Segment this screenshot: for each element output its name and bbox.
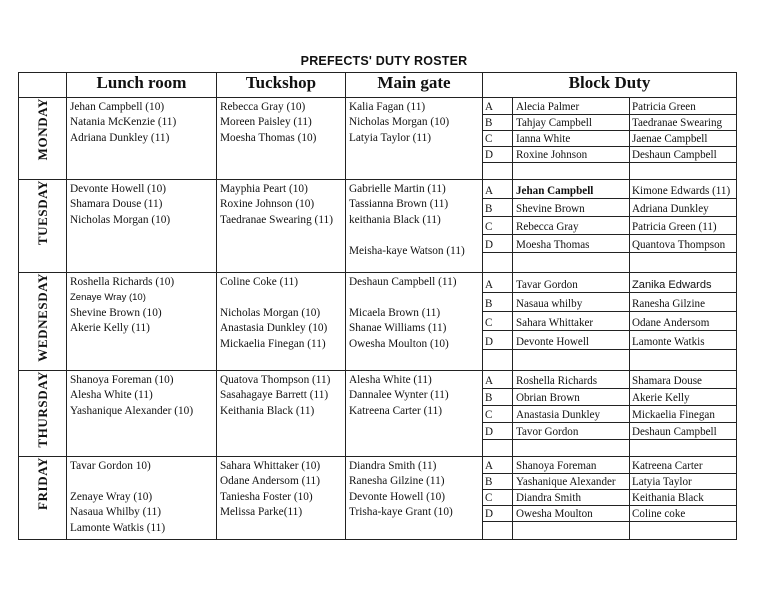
assignee-name: Micaela Brown (11) bbox=[349, 306, 441, 319]
block-prefect-2: Quantova Thompson bbox=[630, 234, 737, 252]
assignee-name: Odane Andersom (11) bbox=[220, 475, 320, 488]
block-duty-grid bbox=[483, 180, 736, 272]
assignee-name: Natania McKenzie (11) bbox=[70, 116, 177, 129]
assignee-name: Mickaelia Finegan (11) bbox=[220, 337, 326, 350]
block-row bbox=[483, 371, 736, 388]
block-letter: A bbox=[483, 457, 513, 473]
block-letter bbox=[483, 252, 513, 272]
assignee-name: Meisha-kaye Watson (11) bbox=[349, 244, 465, 257]
block-prefect-1: Rebecca Gray bbox=[513, 216, 630, 234]
assignee-name bbox=[349, 228, 479, 243]
block-letter: C bbox=[483, 311, 513, 330]
block-prefect-2: Shamara Douse bbox=[630, 371, 737, 388]
block-row bbox=[483, 162, 736, 179]
block-row bbox=[483, 234, 736, 252]
block-letter: C bbox=[483, 216, 513, 234]
block-prefect-2: Akerie Kelly bbox=[630, 388, 737, 405]
block-duty-cell bbox=[483, 180, 737, 273]
block-prefect-1: Tavor Gordon bbox=[513, 422, 630, 439]
assignee-name: Keithania Black (11) bbox=[220, 404, 315, 417]
lunch-room-cell bbox=[67, 98, 217, 180]
block-letter: A bbox=[483, 371, 513, 388]
assignee-name: Gabrielle Martin (11) bbox=[349, 183, 446, 195]
main-gate-cell bbox=[346, 180, 483, 273]
block-prefect-2: Odane Andersom bbox=[630, 311, 737, 330]
assignee-name: Taniesha Foster (10) bbox=[220, 490, 313, 503]
assignee-name: Shanae Williams (11) bbox=[349, 322, 447, 335]
block-prefect-2: Katreena Carter bbox=[630, 457, 737, 473]
block-prefect-1: Owesha Moulton bbox=[513, 505, 630, 521]
assignee-name: Tassianna Brown (11) bbox=[349, 198, 449, 211]
block-prefect-1: Alecia Palmer bbox=[513, 98, 630, 114]
day-row-wednesday bbox=[19, 273, 737, 371]
duty-roster-table bbox=[18, 72, 737, 540]
block-letter: D bbox=[483, 234, 513, 252]
block-row bbox=[483, 405, 736, 422]
day-label: MONDAY bbox=[34, 98, 50, 161]
block-prefect-2 bbox=[630, 439, 737, 456]
tuckshop-cell bbox=[217, 371, 346, 457]
block-row bbox=[483, 130, 736, 146]
block-prefect-1: Tahjay Campbell bbox=[513, 114, 630, 130]
block-prefect-2: Latyia Taylor bbox=[630, 473, 737, 489]
block-duty-cell bbox=[483, 371, 737, 457]
day-label: THURSDAY bbox=[34, 371, 50, 448]
main-gate-header: Main gate bbox=[346, 73, 483, 98]
tuckshop-header: Tuckshop bbox=[217, 73, 346, 98]
main-gate-cell bbox=[346, 371, 483, 457]
assignee-name: Dannalee Wynter (11) bbox=[349, 389, 449, 402]
block-prefect-2: Patricia Green bbox=[630, 98, 737, 114]
block-row bbox=[483, 180, 736, 198]
tuckshop-cell bbox=[217, 273, 346, 371]
block-row bbox=[483, 311, 736, 330]
assignee-name: Devonte Howell (10) bbox=[349, 490, 445, 503]
main-gate-cell bbox=[346, 98, 483, 180]
block-letter: B bbox=[483, 473, 513, 489]
block-letter: C bbox=[483, 489, 513, 505]
block-row bbox=[483, 349, 736, 370]
block-letter: C bbox=[483, 405, 513, 422]
block-prefect-1: Tavar Gordon bbox=[513, 273, 630, 292]
block-prefect-1 bbox=[513, 252, 630, 272]
assignee-name: Rebecca Gray (10) bbox=[220, 101, 306, 113]
assignee-name: Shevine Brown (10) bbox=[70, 306, 162, 319]
tuckshop-cell bbox=[217, 98, 346, 180]
block-row bbox=[483, 489, 736, 505]
assignee-name: Tavar Gordon 10) bbox=[70, 460, 151, 472]
assignee-name: Zenaye Wray (10) bbox=[70, 292, 146, 304]
block-letter: A bbox=[483, 273, 513, 292]
block-prefect-1: Diandra Smith bbox=[513, 489, 630, 505]
block-prefect-2: Ranesha Gilzine bbox=[630, 292, 737, 311]
assignee-name: Moesha Thomas (10) bbox=[220, 131, 317, 144]
assignee-name: Akerie Kelly (11) bbox=[70, 322, 150, 335]
assignee-name: Sasahagaye Barrett (11) bbox=[220, 389, 329, 402]
block-prefect-1: Devonte Howell bbox=[513, 330, 630, 349]
block-letter: B bbox=[483, 114, 513, 130]
assignee-name: Roxine Johnson (10) bbox=[220, 198, 315, 211]
assignee-name: Roshella Richards (10) bbox=[70, 276, 175, 288]
block-prefect-2: Mickaelia Finegan bbox=[630, 405, 737, 422]
assignee-name: Owesha Moulton (10) bbox=[349, 337, 449, 350]
day-cell bbox=[19, 371, 67, 457]
day-cell bbox=[19, 273, 67, 371]
assignee-name: Coline Coke (11) bbox=[220, 276, 299, 288]
block-letter: D bbox=[483, 422, 513, 439]
block-prefect-2 bbox=[630, 162, 737, 179]
day-label: WEDNESDAY bbox=[34, 273, 50, 362]
block-row bbox=[483, 216, 736, 234]
block-letter bbox=[483, 349, 513, 370]
day-row-thursday bbox=[19, 371, 737, 457]
lunch-room-cell bbox=[67, 371, 217, 457]
assignee-name: Zenaye Wray (10) bbox=[70, 490, 153, 503]
day-row-monday bbox=[19, 98, 737, 180]
block-prefect-1: Obrian Brown bbox=[513, 388, 630, 405]
assignee-name: Jehan Campbell (10) bbox=[70, 101, 165, 113]
block-row bbox=[483, 252, 736, 272]
assignee-name: Taedranae Swearing (11) bbox=[220, 213, 333, 226]
block-prefect-1: Shanoya Foreman bbox=[513, 457, 630, 473]
assignee-name: Melissa Parke(11) bbox=[220, 506, 303, 519]
block-duty-cell bbox=[483, 457, 737, 540]
assignee-name: Trisha-kaye Grant (10) bbox=[349, 506, 453, 519]
block-prefect-2: Deshaun Campbell bbox=[630, 422, 737, 439]
assignee-name: Shanoya Foreman (10) bbox=[70, 374, 174, 386]
block-prefect-2 bbox=[630, 349, 737, 370]
block-prefect-1: Jehan Campbell bbox=[513, 180, 630, 198]
assignee-name: Adriana Dunkley (11) bbox=[70, 131, 170, 144]
block-letter: D bbox=[483, 146, 513, 162]
block-prefect-1 bbox=[513, 162, 630, 179]
block-prefect-2: Keithania Black bbox=[630, 489, 737, 505]
block-prefect-1 bbox=[513, 439, 630, 456]
block-prefect-2: Jaenae Campbell bbox=[630, 130, 737, 146]
day-cell bbox=[19, 180, 67, 273]
block-row bbox=[483, 146, 736, 162]
assignee-name: Deshaun Campbell (11) bbox=[349, 276, 457, 288]
assignee-name: Shamara Douse (11) bbox=[70, 198, 163, 211]
block-prefect-1: Sahara Whittaker bbox=[513, 311, 630, 330]
block-prefect-2 bbox=[630, 521, 737, 539]
assignee-name: Kalia Fagan (11) bbox=[349, 101, 426, 113]
assignee-name: Mayphia Peart (10) bbox=[220, 183, 308, 195]
day-label: FRIDAY bbox=[34, 457, 50, 510]
block-letter bbox=[483, 521, 513, 539]
block-duty-cell bbox=[483, 98, 737, 180]
block-prefect-1 bbox=[513, 521, 630, 539]
assignee-name: Sahara Whittaker (10) bbox=[220, 460, 321, 472]
block-duty-grid bbox=[483, 98, 736, 179]
assignee-name: Lamonte Watkis (11) bbox=[70, 521, 166, 534]
assignee-name: Nicholas Morgan (10) bbox=[220, 306, 321, 319]
block-letter: B bbox=[483, 388, 513, 405]
block-prefect-2 bbox=[630, 252, 737, 272]
day-cell bbox=[19, 98, 67, 180]
assignee-name bbox=[70, 474, 213, 489]
block-row bbox=[483, 473, 736, 489]
block-row bbox=[483, 330, 736, 349]
block-prefect-1: Roxine Johnson bbox=[513, 146, 630, 162]
block-letter: A bbox=[483, 98, 513, 114]
lunch-room-cell bbox=[67, 273, 217, 371]
assignee-name: Latyia Taylor (11) bbox=[349, 131, 432, 144]
assignee-name: Diandra Smith (11) bbox=[349, 460, 437, 472]
block-prefect-1: Nasaua whilby bbox=[513, 292, 630, 311]
block-row bbox=[483, 388, 736, 405]
assignee-name: Nicholas Morgan (10) bbox=[70, 213, 171, 226]
header-row bbox=[19, 73, 737, 98]
block-row bbox=[483, 98, 736, 114]
block-prefect-1: Yashanique Alexander bbox=[513, 473, 630, 489]
block-duty-grid bbox=[483, 457, 736, 539]
assignee-name bbox=[349, 290, 479, 305]
assignee-name: Quatova Thompson (11) bbox=[220, 374, 331, 386]
block-prefect-1 bbox=[513, 349, 630, 370]
block-duty-grid bbox=[483, 273, 736, 370]
assignee-name: Ranesha Gilzine (11) bbox=[349, 475, 445, 488]
lunch-room-header: Lunch room bbox=[67, 73, 217, 98]
block-prefect-1: Moesha Thomas bbox=[513, 234, 630, 252]
lunch-room-cell bbox=[67, 180, 217, 273]
assignee-name: Alesha White (11) bbox=[70, 389, 153, 402]
block-row bbox=[483, 505, 736, 521]
block-prefect-1: Roshella Richards bbox=[513, 371, 630, 388]
block-prefect-2: Deshaun Campbell bbox=[630, 146, 737, 162]
block-letter bbox=[483, 439, 513, 456]
block-row bbox=[483, 439, 736, 456]
block-prefect-1: Ianna White bbox=[513, 130, 630, 146]
block-prefect-2: Coline coke bbox=[630, 505, 737, 521]
block-row bbox=[483, 114, 736, 130]
block-row bbox=[483, 457, 736, 473]
block-prefect-2: Patricia Green (11) bbox=[630, 216, 737, 234]
assignee-name: Alesha White (11) bbox=[349, 374, 432, 386]
block-prefect-2: Zanika Edwards bbox=[630, 273, 737, 292]
assignee-name: Anastasia Dunkley (10) bbox=[220, 322, 328, 335]
tuckshop-cell bbox=[217, 457, 346, 540]
block-prefect-2: Kimone Edwards (11) bbox=[630, 180, 737, 198]
block-letter: B bbox=[483, 292, 513, 311]
lunch-room-cell bbox=[67, 457, 217, 540]
day-row-friday bbox=[19, 457, 737, 540]
block-row bbox=[483, 422, 736, 439]
assignee-name: Yashanique Alexander (10) bbox=[70, 404, 194, 417]
block-prefect-2: Lamonte Watkis bbox=[630, 330, 737, 349]
block-duty-header: Block Duty bbox=[483, 73, 737, 98]
assignee-name: keithania Black (11) bbox=[349, 213, 441, 226]
block-letter: C bbox=[483, 130, 513, 146]
block-letter: A bbox=[483, 180, 513, 198]
day-label: TUESDAY bbox=[34, 180, 50, 246]
assignee-name bbox=[220, 290, 342, 305]
assignee-name: Devonte Howell (10) bbox=[70, 183, 166, 195]
block-letter: D bbox=[483, 330, 513, 349]
block-letter: D bbox=[483, 505, 513, 521]
day-column-header bbox=[19, 73, 67, 98]
block-row bbox=[483, 521, 736, 539]
day-row-tuesday bbox=[19, 180, 737, 273]
main-gate-cell bbox=[346, 457, 483, 540]
block-row bbox=[483, 198, 736, 216]
block-prefect-1: Shevine Brown bbox=[513, 198, 630, 216]
block-duty-cell bbox=[483, 273, 737, 371]
block-letter: B bbox=[483, 198, 513, 216]
tuckshop-cell bbox=[217, 180, 346, 273]
main-gate-cell bbox=[346, 273, 483, 371]
block-letter bbox=[483, 162, 513, 179]
block-row bbox=[483, 292, 736, 311]
assignee-name: Katreena Carter (11) bbox=[349, 404, 443, 417]
roster-title: PREFECTS' DUTY ROSTER bbox=[300, 54, 468, 68]
block-prefect-1: Anastasia Dunkley bbox=[513, 405, 630, 422]
assignee-name: Nicholas Morgan (10) bbox=[349, 116, 450, 129]
block-duty-grid bbox=[483, 371, 736, 456]
assignee-name: Nasaua Whilby (11) bbox=[70, 506, 161, 519]
day-cell bbox=[19, 457, 67, 540]
block-prefect-2: Taedranae Swearing bbox=[630, 114, 737, 130]
block-prefect-2: Adriana Dunkley bbox=[630, 198, 737, 216]
block-row bbox=[483, 273, 736, 292]
assignee-name: Moreen Paisley (11) bbox=[220, 116, 312, 129]
